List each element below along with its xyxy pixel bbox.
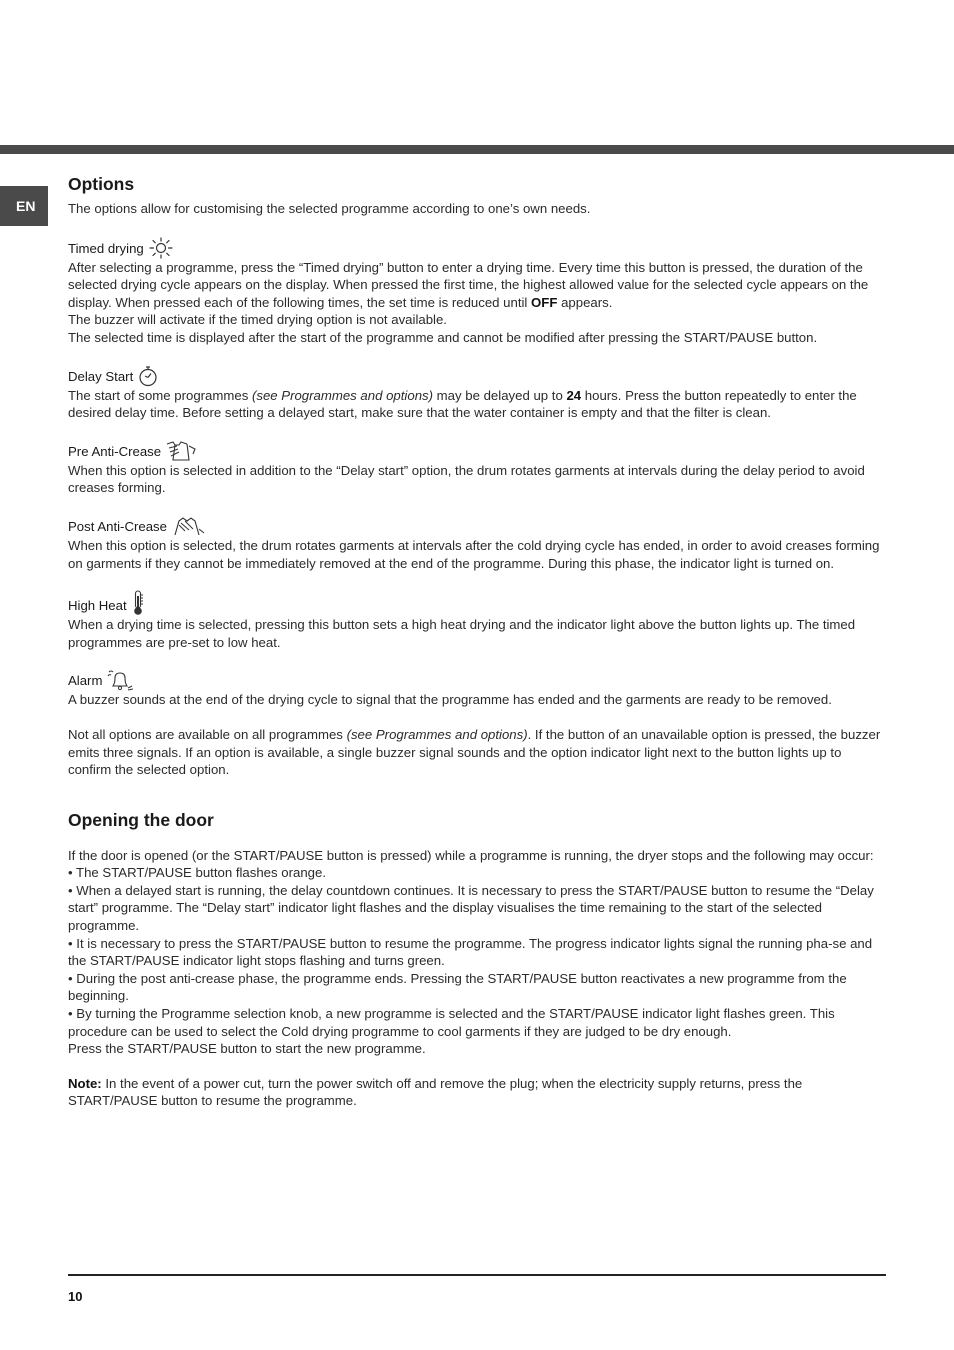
high-heat-text: When a drying time is selected, pressing this button sets a high heat drying and the indicator light above the button lights up. The timed programmes are pre-set to low heat. — [68, 617, 856, 650]
list-item: • During the post anti-crease phase, the programme ends. Pressing the START/PAUSE button reactivates a new programme from the beginning. — [68, 970, 847, 1004]
high-heat-title: High Heat — [68, 598, 127, 614]
header-bar — [0, 145, 954, 154]
option-delay-start — [68, 365, 886, 422]
delay-start-text: The start of some programmes (see Programmes and options) may be delayed up to 24 hours. Press the button repeatedly to enter the desired delay time. Before setting a delayed start, make sure that the water container is empty and that the filter is clean. — [68, 387, 857, 421]
door-heading: Opening the door — [68, 809, 214, 830]
language-tab: EN — [0, 186, 48, 226]
garment-icon — [171, 515, 205, 537]
option-timed-drying — [68, 237, 886, 347]
option-high-heat — [68, 590, 886, 651]
post-anti-crease-title: Post Anti-Crease — [68, 518, 167, 534]
page-content — [68, 172, 886, 1110]
garment-icon — [165, 440, 197, 462]
door-press-line: Press the START/PAUSE button to start the new programme. — [68, 1041, 426, 1057]
alarm-title: Alarm — [68, 673, 103, 689]
option-post-anti-crease — [68, 515, 886, 572]
list-item: • When a delayed start is running, the delay countdown continues. It is necessary to press the START/PAUSE button to resume the “Delay start” programme. The “Delay start” indicator light flashes and the display visualises the time remaining to the start of the selected programme. — [68, 882, 874, 934]
pre-anti-crease-text: When this option is selected in addition to the “Delay start” option, the drum rotates garments at intervals during the delay period to avoid creases forming. — [68, 462, 865, 496]
timed-drying-p1: After selecting a programme, press the “Timed drying” button to enter a drying time. Every time this button is pressed, the duration of the selected drying cycle appears on the display. When pressed the first time, the highest allowed value for the selected cycle appears on the display. When pressed each of the following times, the set time is reduced until OFF appears. — [68, 259, 869, 310]
footer-rule — [68, 1274, 886, 1276]
options-intro: The options allow for customising the selected programme according to one’s own needs. — [68, 201, 591, 216]
timed-drying-title: Timed drying — [68, 240, 144, 256]
note-label: Note: — [68, 1075, 102, 1091]
option-pre-anti-crease — [68, 440, 886, 497]
delay-start-title: Delay Start — [68, 368, 134, 384]
door-intro: If the door is opened (or the START/PAUSE button is pressed) while a programme is running, the dryer stops and the following may occur: — [68, 847, 874, 863]
bell-icon — [106, 669, 134, 691]
alarm-text: A buzzer sounds at the end of the drying cycle to signal that the programme has ended and the garments are ready to be removed. — [68, 692, 832, 708]
door-note: Note: In the event of a power cut, turn the power switch off and remove the plug; when the electricity supply returns, press the START/PAUSE button to resume the programme. — [68, 1075, 803, 1109]
options-heading: Options — [68, 174, 135, 194]
page-number: 10 — [68, 1289, 83, 1304]
list-item: • By turning the Programme selection knob, a new programme is selected and the START/PAUSE indicator light flashes green. This procedure can be used to select the Cold drying programme to cool garments if they are judged to be dry enough. — [68, 1006, 835, 1039]
option-alarm — [68, 669, 886, 709]
thermometer-icon — [131, 590, 145, 616]
timed-drying-p2: The buzzer will activate if the timed drying option is not available. — [68, 312, 447, 328]
list-item: • It is necessary to press the START/PAUSE button to resume the programme. The progress indicator lights signal the running pha-se and the START/PAUSE indicator light stops flashing and turns green. — [68, 935, 873, 969]
timed-drying-p3: The selected time is displayed after the start of the programme and cannot be modified after pressing the START/PAUSE button. — [68, 329, 818, 345]
stopwatch-icon — [137, 365, 159, 387]
sun-icon — [148, 237, 174, 259]
pre-anti-crease-title: Pre Anti-Crease — [68, 443, 162, 459]
options-note: Not all options are available on all programmes (see Programmes and options). If the button of an unavailable option is pressed, the buzzer emits three signals. If an option is available, a single buzzer signal sounds and the option indicator light next to the button lights up to confirm the selected option. — [68, 726, 881, 778]
list-item: • The START/PAUSE button flashes orange. — [68, 865, 326, 881]
post-anti-crease-text: When this option is selected, the drum rotates garments at intervals after the cold drying cycle has ended, in order to avoid creases forming on garments if they cannot be immediately removed at the end of the programme. During this phase, the indicator light is turned on. — [68, 537, 880, 571]
